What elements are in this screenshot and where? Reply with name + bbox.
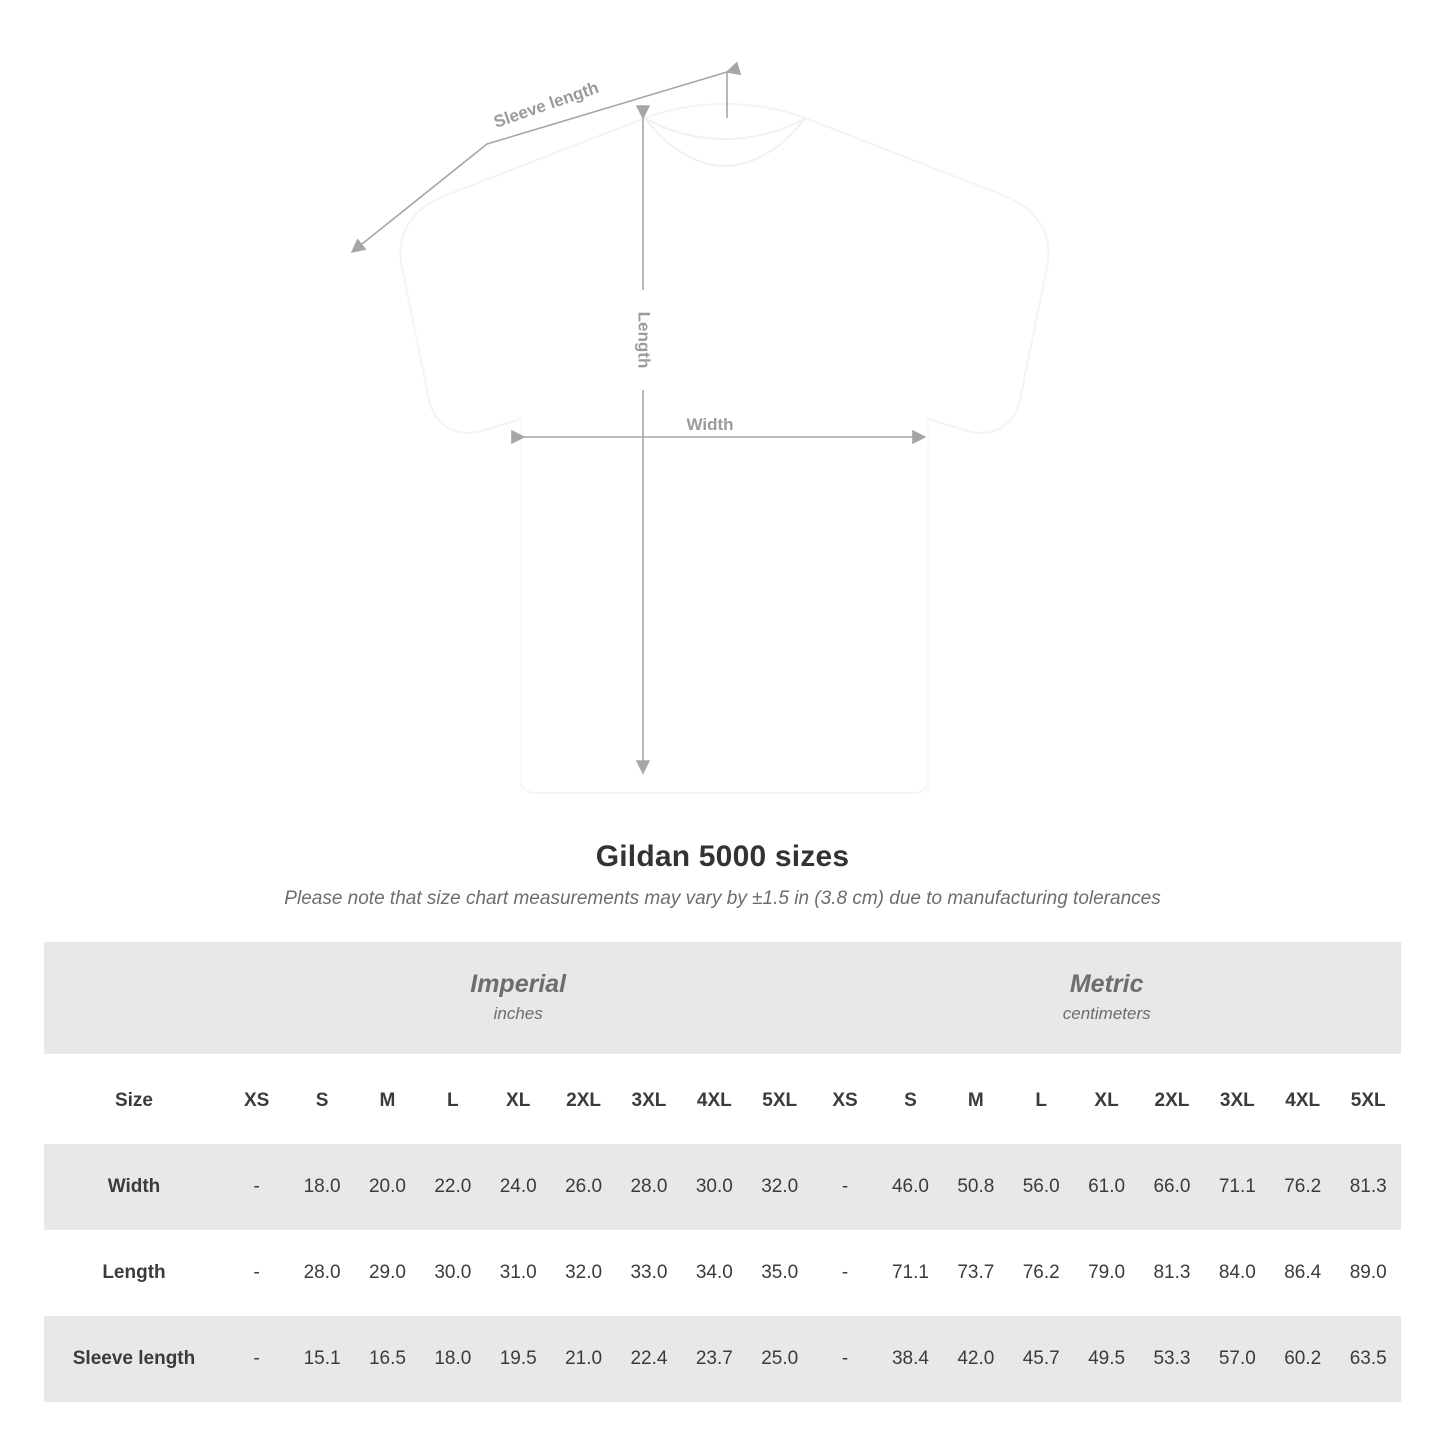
col-imperial-xs: XS xyxy=(224,1058,289,1144)
cell-sleeve-imperial-m: 16.5 xyxy=(355,1316,420,1402)
size-label: Size xyxy=(44,1058,224,1144)
cell-length-imperial-5xl: 35.0 xyxy=(747,1230,812,1316)
cell-length-imperial-2xl: 32.0 xyxy=(551,1230,616,1316)
cell-length-imperial-xs: - xyxy=(224,1230,289,1316)
cell-length-metric-2xl: 81.3 xyxy=(1139,1230,1204,1316)
cell-length-metric-3xl: 84.0 xyxy=(1205,1230,1270,1316)
table-row-length xyxy=(44,1230,1401,1316)
width-label: Width xyxy=(686,415,734,434)
col-imperial-s: S xyxy=(289,1058,354,1144)
unit-group-imperial-sub: inches xyxy=(493,1004,543,1024)
page-title: Gildan 5000 sizes xyxy=(595,840,850,873)
cell-width-imperial-xs: - xyxy=(224,1144,289,1230)
cell-width-metric-2xl: 66.0 xyxy=(1139,1144,1204,1230)
cell-width-metric-3xl: 71.1 xyxy=(1205,1144,1270,1230)
col-metric-5xl: 5XL xyxy=(1335,1058,1401,1144)
cell-sleeve-metric-5xl: 63.5 xyxy=(1335,1316,1401,1402)
col-metric-xl: XL xyxy=(1074,1058,1139,1144)
cell-width-imperial-xl: 24.0 xyxy=(486,1144,551,1230)
table-row-sleeve-length xyxy=(44,1316,1401,1402)
col-metric-s: S xyxy=(878,1058,943,1144)
cell-width-imperial-3xl: 28.0 xyxy=(616,1144,681,1230)
col-metric-4xl: 4XL xyxy=(1270,1058,1335,1144)
unit-group-imperial-name: Imperial xyxy=(470,969,567,998)
unit-header-row xyxy=(44,942,1401,1054)
cell-sleeve-metric-m: 42.0 xyxy=(943,1316,1008,1402)
unit-group-metric xyxy=(812,942,1401,1054)
cell-sleeve-imperial-4xl: 23.7 xyxy=(682,1316,747,1402)
col-imperial-l: L xyxy=(420,1058,485,1144)
col-metric-xs: XS xyxy=(812,1058,877,1144)
cell-sleeve-imperial-2xl: 21.0 xyxy=(551,1316,616,1402)
unit-group-metric-sub: centimeters xyxy=(1062,1004,1151,1024)
col-imperial-xl: XL xyxy=(486,1058,551,1144)
cell-length-metric-s: 71.1 xyxy=(878,1230,943,1316)
cell-sleeve-metric-xl: 49.5 xyxy=(1074,1316,1139,1402)
col-imperial-3xl: 3XL xyxy=(616,1058,681,1144)
cell-length-metric-l: 76.2 xyxy=(1009,1230,1074,1316)
size-table xyxy=(44,942,1401,1402)
cell-length-metric-4xl: 86.4 xyxy=(1270,1230,1335,1316)
cell-width-metric-s: 46.0 xyxy=(878,1144,943,1230)
cell-length-imperial-4xl: 34.0 xyxy=(682,1230,747,1316)
cell-width-metric-xl: 61.0 xyxy=(1074,1144,1139,1230)
title-block xyxy=(0,840,1445,910)
cell-width-metric-m: 50.8 xyxy=(943,1144,1008,1230)
cell-length-imperial-l: 30.0 xyxy=(420,1230,485,1316)
cell-sleeve-metric-3xl: 57.0 xyxy=(1205,1316,1270,1402)
col-imperial-m: M xyxy=(355,1058,420,1144)
col-metric-m: M xyxy=(943,1058,1008,1144)
cell-length-imperial-s: 28.0 xyxy=(289,1230,354,1316)
cell-sleeve-imperial-s: 15.1 xyxy=(289,1316,354,1402)
cell-length-metric-5xl: 89.0 xyxy=(1335,1230,1401,1316)
cell-length-metric-m: 73.7 xyxy=(943,1230,1008,1316)
cell-width-imperial-2xl: 26.0 xyxy=(551,1144,616,1230)
tshirt-shape xyxy=(400,104,1048,793)
cell-sleeve-imperial-xs: - xyxy=(224,1316,289,1402)
sleeve-length-label: Sleeve length xyxy=(491,77,602,132)
length-label: Length xyxy=(634,311,654,369)
col-imperial-5xl: 5XL xyxy=(747,1058,812,1144)
tolerance-note: Please note that size chart measurements may vary by ±1.5 in (3.8 cm) due to manufacturing tolerances xyxy=(284,888,1161,909)
col-metric-2xl: 2XL xyxy=(1139,1058,1204,1144)
cell-width-imperial-s: 18.0 xyxy=(289,1144,354,1230)
cell-width-metric-5xl: 81.3 xyxy=(1335,1144,1401,1230)
unit-header-spacer xyxy=(44,942,224,1054)
cell-sleeve-metric-xs: - xyxy=(812,1316,877,1402)
unit-group-imperial xyxy=(224,942,812,1054)
cell-length-imperial-m: 29.0 xyxy=(355,1230,420,1316)
col-metric-3xl: 3XL xyxy=(1205,1058,1270,1144)
cell-width-imperial-4xl: 30.0 xyxy=(682,1144,747,1230)
cell-sleeve-metric-4xl: 60.2 xyxy=(1270,1316,1335,1402)
row-label-width: Width xyxy=(44,1144,224,1230)
col-imperial-4xl: 4XL xyxy=(682,1058,747,1144)
cell-sleeve-metric-2xl: 53.3 xyxy=(1139,1316,1204,1402)
cell-sleeve-imperial-l: 18.0 xyxy=(420,1316,485,1402)
row-label-sleeve-length: Sleeve length xyxy=(44,1316,224,1402)
cell-sleeve-imperial-5xl: 25.0 xyxy=(747,1316,812,1402)
sizes-header-row xyxy=(44,1058,1401,1144)
cell-length-imperial-3xl: 33.0 xyxy=(616,1230,681,1316)
cell-width-imperial-5xl: 32.0 xyxy=(747,1144,812,1230)
cell-sleeve-metric-s: 38.4 xyxy=(878,1316,943,1402)
col-metric-l: L xyxy=(1009,1058,1074,1144)
cell-sleeve-imperial-xl: 19.5 xyxy=(486,1316,551,1402)
cell-sleeve-imperial-3xl: 22.4 xyxy=(616,1316,681,1402)
cell-width-metric-4xl: 76.2 xyxy=(1270,1144,1335,1230)
cell-width-metric-l: 56.0 xyxy=(1009,1144,1074,1230)
cell-sleeve-metric-l: 45.7 xyxy=(1009,1316,1074,1402)
cell-length-imperial-xl: 31.0 xyxy=(486,1230,551,1316)
cell-width-metric-xs: - xyxy=(812,1144,877,1230)
cell-width-imperial-l: 22.0 xyxy=(420,1144,485,1230)
cell-width-imperial-m: 20.0 xyxy=(355,1144,420,1230)
cell-length-metric-xs: - xyxy=(812,1230,877,1316)
col-imperial-2xl: 2XL xyxy=(551,1058,616,1144)
row-label-length: Length xyxy=(44,1230,224,1316)
unit-group-metric-name: Metric xyxy=(1069,969,1144,998)
cell-length-metric-xl: 79.0 xyxy=(1074,1230,1139,1316)
size-table-wrapper xyxy=(44,942,1401,1402)
table-row-width xyxy=(44,1144,1401,1230)
